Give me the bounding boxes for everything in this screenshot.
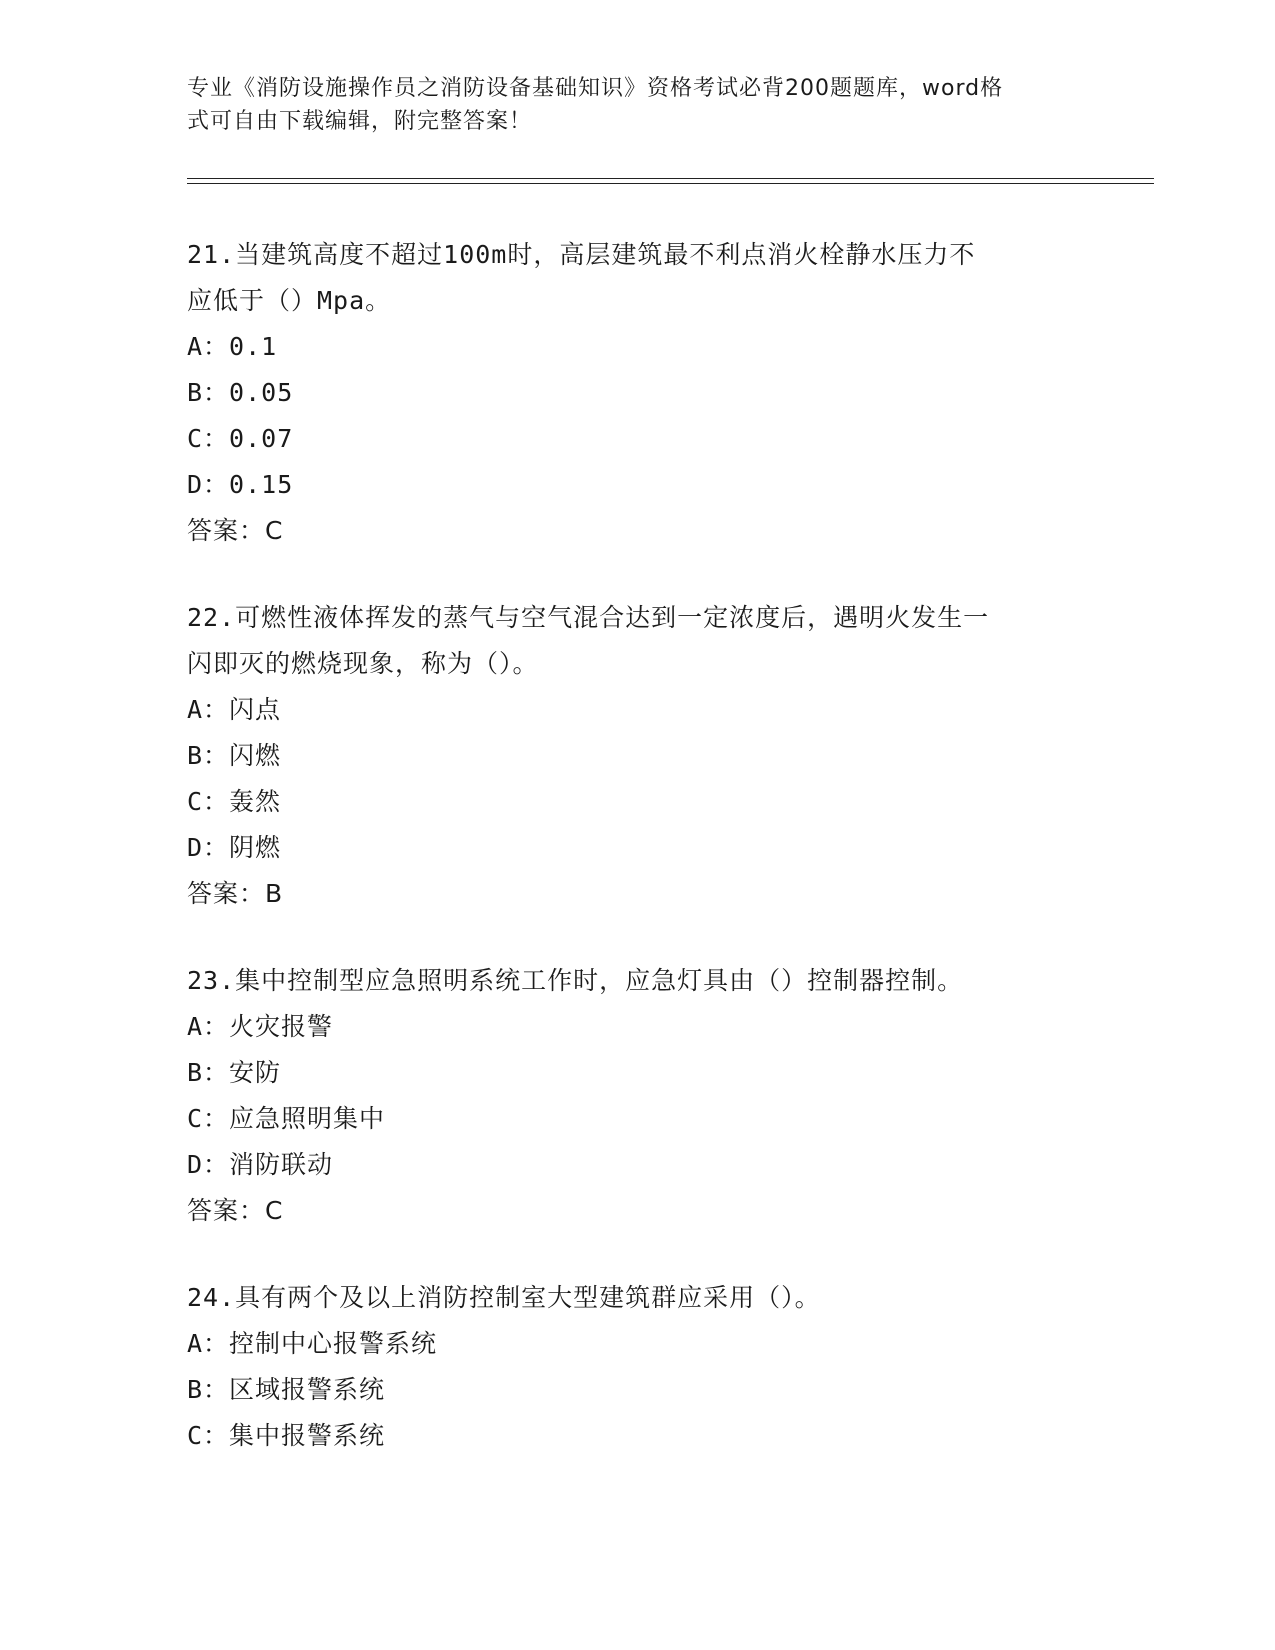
option-a: A：0.1 bbox=[187, 332, 278, 361]
question-stem-line: 24.具有两个及以上消防控制室大型建筑群应采用（）。 bbox=[187, 1283, 821, 1312]
header-line-2: 式可自由下载编辑，附完整答案！ bbox=[187, 109, 533, 134]
option-c: C：0.07 bbox=[187, 424, 294, 453]
option-d: D：阴燃 bbox=[187, 833, 282, 862]
option-a: A：火灾报警 bbox=[187, 1012, 334, 1041]
question-22 bbox=[187, 595, 1087, 917]
option-c: C：集中报警系统 bbox=[187, 1421, 386, 1450]
answer-line: 答案：B bbox=[187, 879, 284, 908]
question-23 bbox=[187, 958, 1087, 1234]
answer-line: 答案：C bbox=[187, 1196, 284, 1225]
option-c: C：应急照明集中 bbox=[187, 1104, 386, 1133]
document-header bbox=[187, 72, 1067, 138]
question-stem-line: 21.当建筑高度不超过100m时，高层建筑最不利点消火栓静水压力不 bbox=[187, 240, 976, 269]
option-b: B：闪燃 bbox=[187, 741, 282, 770]
option-b: B：安防 bbox=[187, 1058, 282, 1087]
question-21 bbox=[187, 232, 1087, 554]
header-divider-bottom bbox=[187, 183, 1154, 184]
question-24 bbox=[187, 1275, 1087, 1459]
option-d: D：0.15 bbox=[187, 470, 294, 499]
question-stem-line: 闪即灭的燃烧现象，称为（）。 bbox=[187, 649, 539, 678]
question-list bbox=[187, 232, 1087, 1500]
option-a: A：闪点 bbox=[187, 695, 282, 724]
option-b: B：0.05 bbox=[187, 378, 294, 407]
question-stem-line: 22.可燃性液体挥发的蒸气与空气混合达到一定浓度后，遇明火发生一 bbox=[187, 603, 990, 632]
question-stem-line: 应低于（）Mpa。 bbox=[187, 286, 392, 315]
answer-line: 答案：C bbox=[187, 516, 284, 545]
header-divider-top bbox=[187, 178, 1154, 179]
option-c: C：轰然 bbox=[187, 787, 282, 816]
option-b: B：区域报警系统 bbox=[187, 1375, 386, 1404]
option-a: A：控制中心报警系统 bbox=[187, 1329, 438, 1358]
header-line-1: 专业《消防设施操作员之消防设备基础知识》资格考试必背200题题库，word格 bbox=[187, 76, 1004, 101]
question-stem-line: 23.集中控制型应急照明系统工作时，应急灯具由（）控制器控制。 bbox=[187, 966, 964, 995]
option-d: D：消防联动 bbox=[187, 1150, 334, 1179]
